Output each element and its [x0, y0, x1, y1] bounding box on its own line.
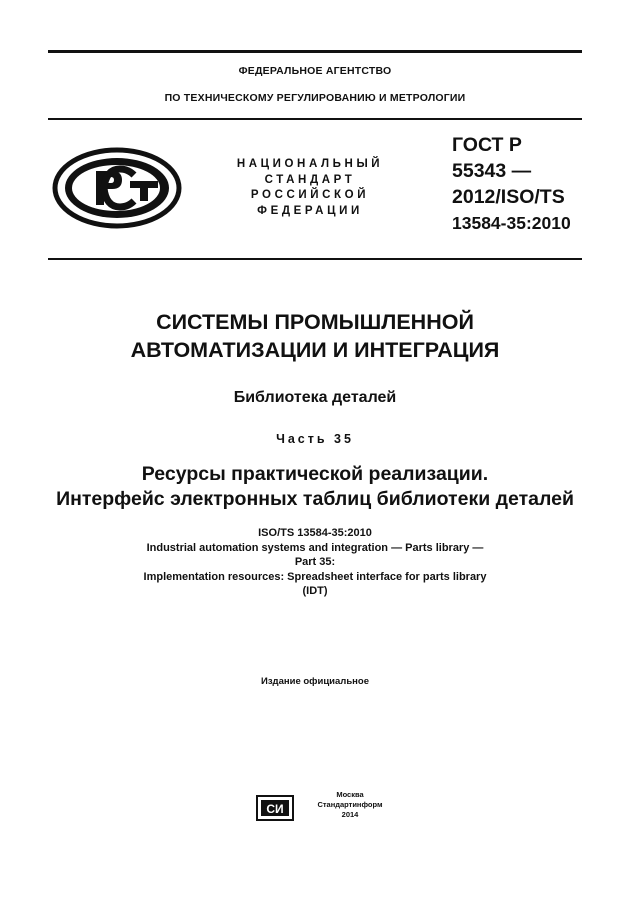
document-title — [0, 308, 630, 364]
publication-year: 2014 — [341, 810, 359, 819]
header-bottom-rule — [48, 258, 582, 260]
designation-line-3: 2012/ISO/TS — [452, 186, 565, 208]
publisher-info — [300, 790, 400, 820]
publisher-city: Москва — [336, 790, 364, 799]
publisher-logo-text: СИ — [266, 802, 284, 816]
english-title-block — [0, 526, 630, 599]
national-standard-line-1: НАЦИОНАЛЬНЫЙ — [236, 158, 384, 170]
title-line-1: СИСТЕМЫ ПРОМЫШЛЕННОЙ — [156, 310, 474, 334]
agency-line-2: ПО ТЕХНИЧЕСКОМУ РЕГУЛИРОВАНИЮ И МЕТРОЛОГИИ — [164, 92, 466, 104]
standard-designation — [452, 132, 622, 236]
national-standard-line-4: ФЕДЕРАЦИИ — [257, 204, 363, 217]
publisher-name: Стандартинформ — [317, 800, 383, 809]
publisher-logo — [256, 795, 294, 821]
header-divider — [48, 118, 582, 120]
part-title-line-2: Интерфейс электронных таблиц библиотеки деталей — [56, 488, 574, 510]
agency-line-1: ФЕДЕРАЛЬНОЕ АГЕНТСТВО — [238, 65, 392, 77]
gost-logo — [52, 147, 182, 229]
english-line-3: Part 35: — [294, 556, 336, 568]
designation-line-2: 55343 — — [452, 160, 532, 182]
designation-line-4: 13584-35:2010 — [452, 213, 571, 233]
national-standard-block — [210, 157, 410, 219]
english-line-2: Industrial automation systems and integration — Parts library — — [146, 541, 484, 554]
part-title-line-1: Ресурсы практической реализации. — [141, 463, 489, 485]
national-standard-line-3: РОССИЙСКОЙ — [250, 189, 370, 201]
part-title — [0, 462, 630, 512]
english-line-5: (IDT) — [302, 585, 328, 597]
document-subtitle: Библиотека деталей — [233, 389, 397, 406]
top-rule — [48, 50, 582, 53]
edition-label: Издание официальное — [261, 676, 369, 687]
national-standard-line-2: СТАНДАРТ — [264, 173, 356, 186]
title-line-2: АВТОМАТИЗАЦИИ И ИНТЕГРАЦИЯ — [130, 338, 500, 362]
designation-line-1: ГОСТ Р — [452, 134, 522, 156]
english-line-1: ISO/TS 13584-35:2010 — [258, 527, 372, 539]
part-number: Часть 35 — [276, 432, 354, 446]
english-line-4: Implementation resources: Spreadsheet interface for parts library — [143, 570, 487, 583]
